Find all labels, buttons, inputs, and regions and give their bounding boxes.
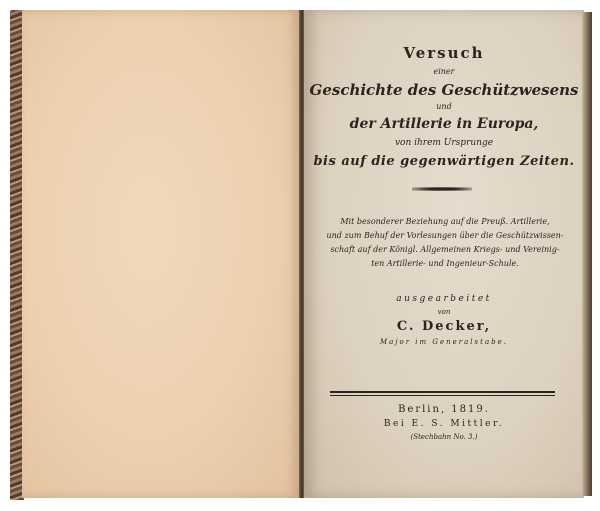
author-name: C. Decker,: [396, 319, 492, 334]
imprint-city: Berlin, 1819.: [398, 404, 490, 415]
subtitle-paragraph: [320, 215, 570, 271]
blank-left-page: [22, 10, 300, 498]
title-line-einer: einer: [433, 67, 455, 76]
double-rule: [330, 391, 555, 396]
paragraph-line-2: und zum Behuf der Vorlesungen über die Geschützwissen-: [326, 231, 564, 240]
title-line-ursprunge: von ihrem Ursprunge: [394, 138, 494, 148]
imprint-address: (Stechbahn No. 3.): [410, 433, 478, 441]
title-line-versuch: Versuch: [403, 44, 485, 62]
author-title: Major im Generalstabe.: [380, 338, 508, 346]
imprint-publisher: Bei E. S. Mittler.: [383, 419, 505, 429]
title-line-artillerie: der Artillerie in Europa,: [349, 116, 539, 132]
title-line-und: und: [436, 102, 452, 111]
paragraph-line-4: ten Artillerie- und Ingenieur-Schule.: [371, 259, 519, 268]
page-stack-edge: [582, 12, 592, 496]
ornamental-rule: [412, 187, 472, 191]
title-page: [304, 10, 584, 498]
paragraph-line-3: schaft auf der Königl. Allgemeinen Kriegs- und Vereinig-: [330, 245, 560, 254]
author-by: von: [437, 308, 451, 316]
title-line-geschichte: Geschichte des Geschützwesens: [309, 81, 579, 99]
paragraph-line-1: Mit besonderer Beziehung auf die Preuß. Artillerie,: [340, 217, 550, 226]
author-prefix: ausgearbeitet: [396, 294, 492, 304]
title-line-zeiten: bis auf die gegenwärtigen Zeiten.: [313, 154, 575, 169]
